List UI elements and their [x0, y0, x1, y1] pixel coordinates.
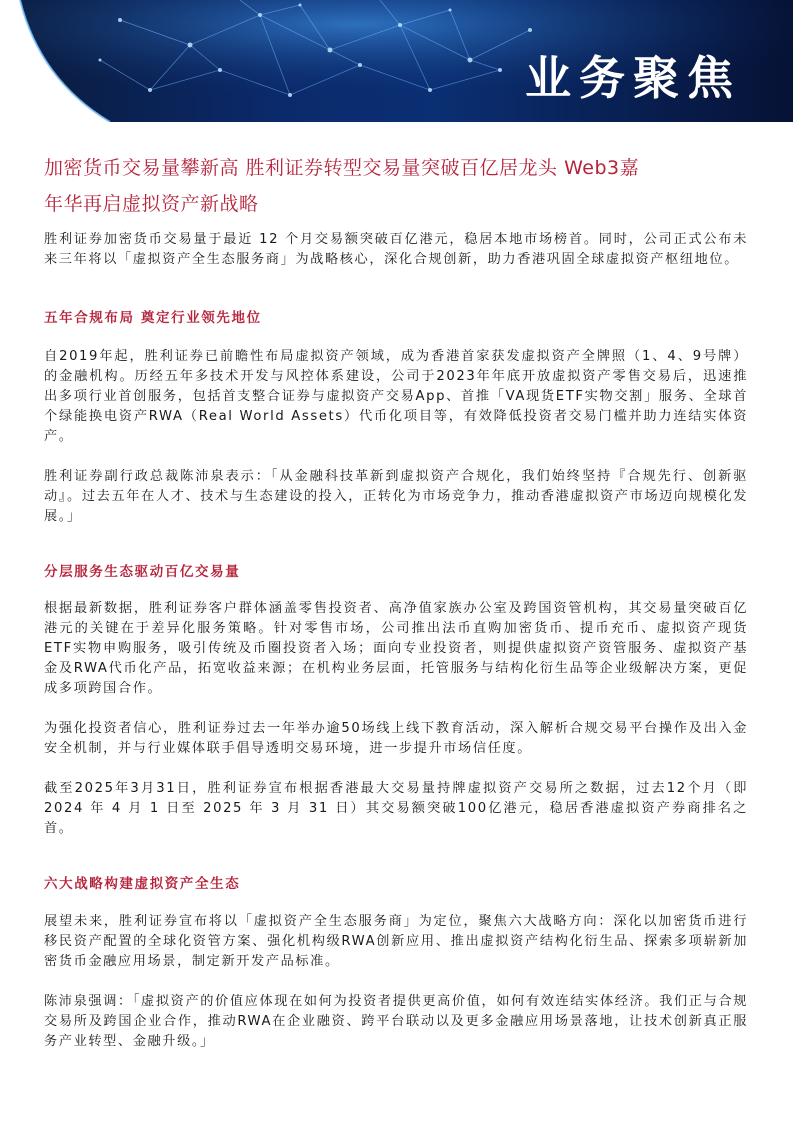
section2-paragraph-2: 为强化投资者信心，胜利证券过去一年举办逾50场线上线下教育活动，深入解析合规交易平台操作及出入金安全机制，并与行业媒体联手倡导透明交易环境，进一步提升市场信任度。: [44, 721, 748, 756]
headline-line-1: 加密货币交易量攀新高 胜利证券转型交易量突破百亿居龙头 Web3嘉: [44, 157, 640, 179]
article-headline: [44, 150, 748, 222]
section3-paragraph-1: 展望未来，胜利证券宣布将以「虚拟资产全生态服务商」为定位，聚焦六大战略方向：深化以加密货币进行移民资产配置的全球化资管方案、强化机构级RWA创新应用、推出虚拟资产结构化衍生品、探索多项崭新加密货币金融应用场景，制定新开发产品标准。: [44, 914, 748, 969]
section1-paragraph-1: 自2019年起，胜利证券已前瞻性布局虚拟资产领域，成为香港首家获发虚拟资产全牌照（1、4、9号牌）的金融机构。历经五年多技术开发与风控体系建设，公司于2023年年底开放虚拟资产零售交易后，迅速推出多项行业首创服务，包括首支整合证券与虚拟资产交易App、首推「VA现货ETF实物交割」服务、全球首个绿能换电资产RWA（Real World Assets）代币化项目等，有效降低投资者交易门槛并助力连结实体资产。: [44, 349, 748, 444]
intro-paragraph: 胜利证券加密货币交易量于最近 12 个月交易额突破百亿港元，稳居本地市场榜首。同时，公司正式公布未来三年将以「虚拟资产全生态服务商」为战略核心，深化合规创新，助力香港巩固全球虚拟资产枢纽地位。: [44, 232, 748, 267]
section-title-1: 五年合规布局 奠定行业领先地位: [44, 310, 262, 326]
section2-paragraph-1: 根据最新数据，胜利证券客户群体涵盖零售投资者、高净值家族办公室及跨国资管机构，其交易量突破百亿港元的关键在于差异化服务策略。针对零售市场，公司推出法币直购加密货币、提币充币、虚拟资产现货ETF实物申购服务，吸引传统及币圈投资者入场；面向专业投资者，则提供虚拟资产资管服务、虚拟资产基金及RWA代币化产品，拓宽收益来源；在机构业务层面，托管服务与结构化衍生品等企业级解决方案，更促成多项跨国合作。: [44, 601, 748, 696]
banner-title: 业务聚焦: [525, 51, 741, 105]
header-banner: [0, 0, 793, 122]
headline-line-2: 年华再启虚拟资产新战略: [44, 193, 259, 215]
section3-paragraph-2: 陈沛泉强调：「虚拟资产的价值应体现在如何为投资者提供更高价值，如何有效连结实体经济。我们正与合规交易所及跨国企业合作，推动RWA在企业融资、跨平台联动以及更多金融应用场景落地，让技术创新真正服务产业转型、金融升级。」: [44, 994, 748, 1049]
section-title-2: 分层服务生态驱动百亿交易量: [44, 564, 241, 580]
section-title-3: 六大战略构建虚拟资产全生态: [44, 876, 241, 892]
section1-paragraph-2: 胜利证券副行政总裁陈沛泉表示：「从金融科技革新到虚拟资产合规化，我们始终坚持『合规先行、创新驱动』。过去五年在人才、技术与生态建设的投入，正转化为市场竞争力，推动香港虚拟资产市场迈向规模化发展。」: [44, 469, 748, 524]
article: [44, 150, 748, 1052]
section2-paragraph-3: 截至2025年3月31日，胜利证券宣布根据香港最大交易量持牌虚拟资产交易所之数据，过去12个月（即 2024 年 4 月 1 日至 2025 年 3 月 31 日）其交易额突破100亿港元，稳居香港虚拟资产券商排名之首。: [44, 781, 748, 836]
